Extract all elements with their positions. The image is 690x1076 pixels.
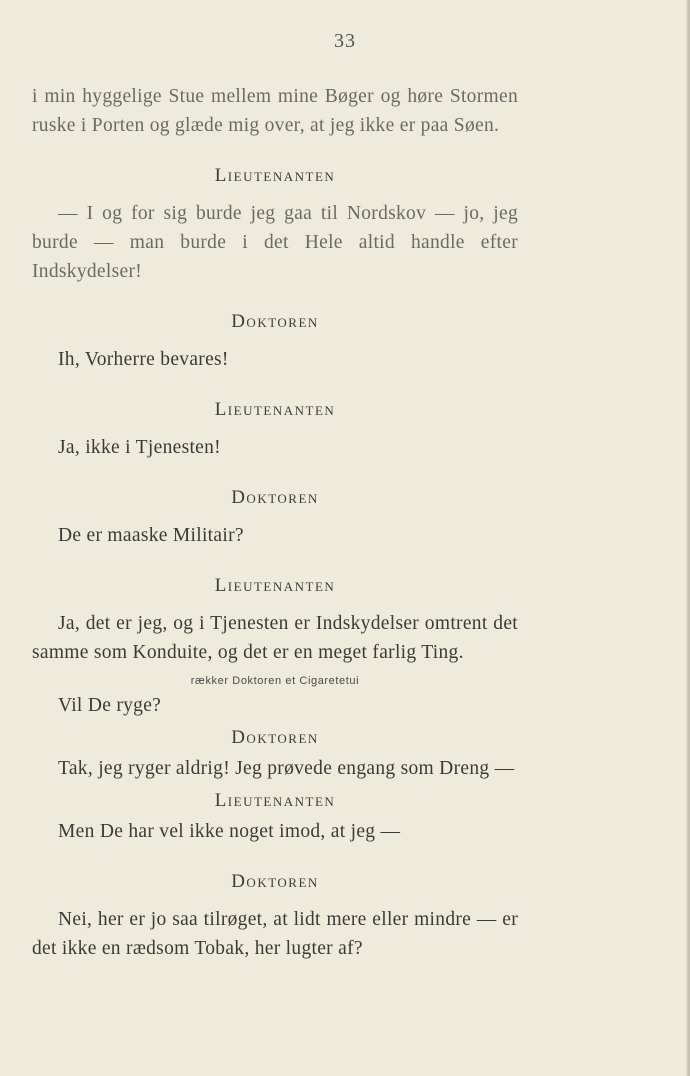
paragraph: Ih, Vorherre bevares! [58, 349, 229, 370]
paragraph: Ja, ikke i Tjenesten! [58, 437, 221, 458]
speaker-name: Doktoren [231, 487, 319, 508]
paragraph: Nei, her er jo saa tilrøget, at lidt mere eller mindre — er det ikke en rædsom Tobak, her lugter af? [32, 909, 518, 959]
paragraph: Men De har vel ikke noget imod, at jeg — [58, 821, 401, 842]
paragraph: Vil De ryge? [58, 695, 162, 716]
paragraph: — I og for sig burde jeg gaa til Nordskov — jo, jeg burde — man burde i det Hele altid handle efter Indskydelser! [32, 203, 518, 282]
paragraph: Ja, det er jeg, og i Tjenesten er Indskydelser omtrent det samme som Konduite, og det er en meget farlig Ting. [32, 613, 518, 663]
speaker-name: Lieutenanten [214, 165, 336, 186]
speaker-name: Lieutenanten [214, 575, 336, 596]
speaker-name: Doktoren [231, 311, 319, 332]
page-number: 33 [334, 30, 356, 52]
speaker-name: Doktoren [231, 871, 319, 892]
speaker-name: Doktoren [231, 727, 319, 748]
page-edge [686, 0, 690, 1076]
paragraph: i min hyggelige Stue mellem mine Bøger og høre Stormen ruske i Porten og glæde mig over, at jeg ikke er paa Søen. [32, 86, 518, 136]
speaker-name: Lieutenanten [214, 399, 336, 420]
page-text [32, 82, 518, 963]
stage-direction: rækker Doktoren et Cigaretetui [190, 675, 360, 687]
speaker-name: Lieutenanten [214, 790, 336, 811]
paragraph: Tak, jeg ryger aldrig! Jeg prøvede engang som Dreng — [58, 758, 515, 779]
paragraph: De er maaske Militair? [58, 525, 244, 546]
